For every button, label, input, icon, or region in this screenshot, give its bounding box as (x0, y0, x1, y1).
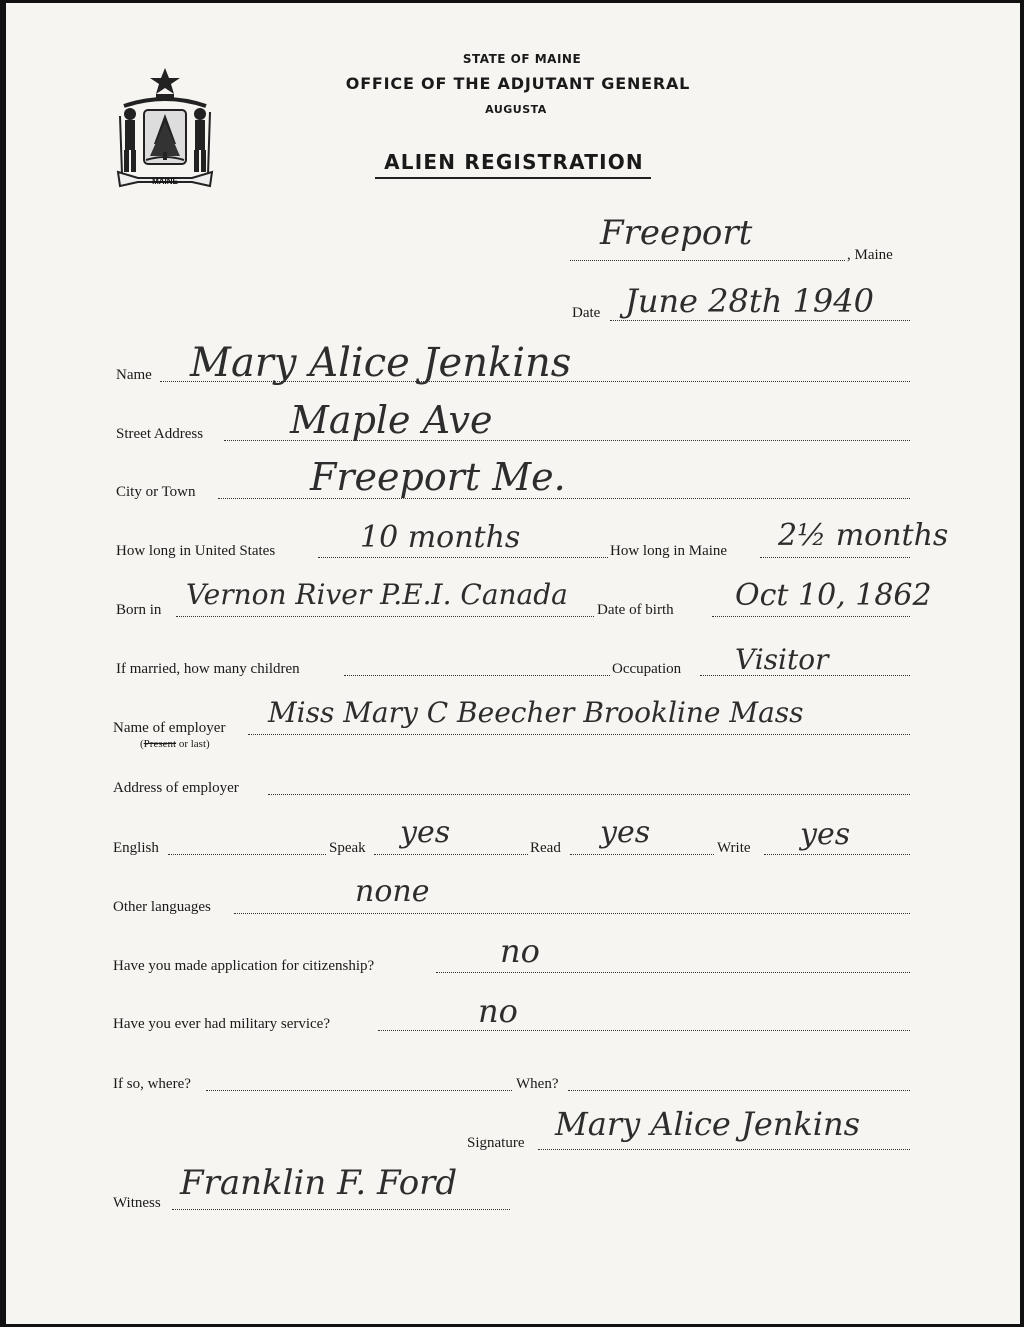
header-state: STATE OF MAINE (462, 52, 582, 66)
date-line (610, 320, 910, 321)
military-entry: no (478, 992, 518, 1030)
employer-label: Name of employer (113, 720, 226, 736)
write-line (764, 854, 910, 855)
form-title: ALIEN REGISTRATION (384, 150, 644, 174)
date-entry: June 28th 1940 (625, 282, 874, 320)
born-entry: Vernon River P.E.I. Canada (186, 578, 568, 611)
town-suffix-label: , Maine (847, 247, 893, 263)
english-label: English (113, 840, 159, 856)
town-entry: Freeport (600, 213, 753, 253)
name-entry: Mary Alice Jenkins (190, 340, 572, 386)
where-label: If so, where? (113, 1076, 191, 1092)
city-label: City or Town (116, 484, 196, 500)
street-label: Street Address (116, 426, 204, 442)
when-label: When? (516, 1076, 559, 1092)
military-label: Have you ever had military service? (113, 1016, 330, 1032)
header-office: OFFICE OF THE ADJUTANT GENERAL (345, 74, 691, 93)
occupation-label: Occupation (612, 661, 682, 677)
how-long-me-entry: 2½ months (778, 518, 949, 553)
speak-entry: yes (400, 815, 451, 850)
title-underline (375, 177, 651, 179)
employer-line (248, 734, 910, 735)
how-long-me-line (760, 557, 910, 558)
military-line (378, 1030, 910, 1031)
citizenship-line (436, 972, 910, 973)
employer-address-line (268, 794, 910, 795)
other-languages-line (234, 913, 910, 914)
how-long-us-line (318, 557, 608, 558)
witness-entry: Franklin F. Ford (180, 1163, 458, 1203)
employer-sublabel: (Present or last) (140, 738, 210, 750)
read-label: Read (530, 840, 561, 856)
how-long-me-label: How long in Maine (610, 543, 728, 559)
occupation-entry: Visitor (735, 643, 829, 676)
other-languages-label: Other languages (113, 899, 211, 915)
speak-line (374, 854, 528, 855)
born-line (176, 616, 594, 617)
where-line (206, 1090, 512, 1091)
married-label: If married, how many children (116, 661, 300, 677)
town-line (570, 260, 845, 261)
signature-line (538, 1149, 910, 1150)
speak-label: Speak (329, 840, 366, 856)
date-label: Date (572, 305, 601, 321)
when-line (568, 1090, 910, 1091)
write-label: Write (717, 840, 751, 856)
how-long-us-entry: 10 months (360, 520, 521, 555)
header-city: AUGUSTA (485, 103, 547, 116)
employer-entry: Miss Mary C Beecher Brookline Mass (268, 696, 804, 729)
name-label: Name (116, 367, 152, 383)
born-label: Born in (116, 602, 162, 618)
signature-entry: Mary Alice Jenkins (555, 1105, 861, 1143)
read-line (570, 854, 714, 855)
english-line (168, 854, 326, 855)
witness-line (172, 1209, 510, 1210)
write-entry: yes (800, 817, 851, 852)
street-entry: Maple Ave (290, 398, 493, 442)
witness-label: Witness (113, 1195, 161, 1211)
signature-label: Signature (467, 1135, 525, 1151)
read-entry: yes (600, 815, 651, 850)
other-languages-entry: none (355, 874, 430, 909)
dob-entry: Oct 10, 1862 (735, 578, 932, 613)
dob-line (712, 616, 910, 617)
citizenship-entry: no (500, 932, 540, 970)
citizenship-label: Have you made application for citizenship? (113, 958, 375, 974)
employer-address-label: Address of employer (113, 780, 239, 796)
dob-label: Date of birth (597, 602, 674, 618)
city-entry: Freeport Me. (310, 455, 566, 499)
seal-banner-text: MAINE (152, 177, 178, 186)
how-long-us-label: How long in United States (116, 543, 276, 559)
married-line (344, 675, 610, 676)
